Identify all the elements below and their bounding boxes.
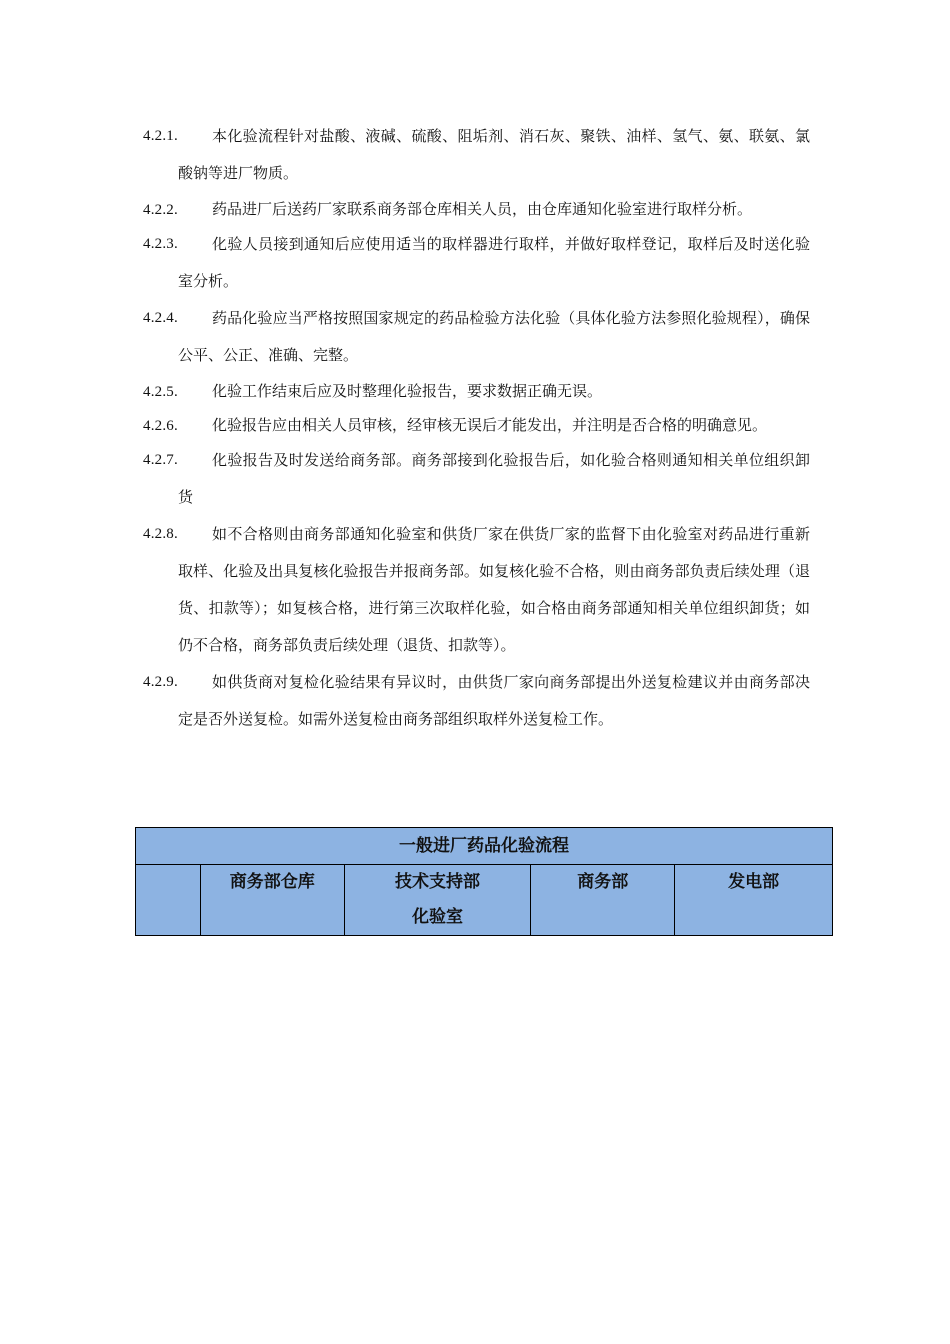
- clause-text: 药品进厂后送药厂家联系商务部仓库相关人员，由仓库通知化验室进行取样分析。: [212, 200, 753, 218]
- clause-4-2-3: [0, 226, 950, 300]
- clause-4-2-8: [0, 516, 950, 664]
- column-warehouse: [200, 865, 344, 936]
- column-tech-support-lab: [344, 865, 531, 936]
- clause-number: 4.2.5.: [143, 384, 178, 400]
- clause-4-2-5: [0, 374, 950, 408]
- flow-header-table: [135, 827, 833, 936]
- clause-4-2-2: [0, 192, 950, 226]
- column-warehouse-label: 商务部仓库: [229, 872, 315, 892]
- column-blank: [136, 865, 201, 936]
- clause-text: 本化验流程针对盐酸、液碱、硫酸、阻垢剂、消石灰、聚铁、油样、氢气、氨、联氨、氯酸钠等进厂物质。: [178, 127, 810, 182]
- clause-number: 4.2.2.: [143, 202, 178, 218]
- table-title: 一般进厂药品化验流程: [136, 828, 833, 865]
- clause-4-2-6: [0, 408, 950, 442]
- clause-number: 4.2.3.: [143, 236, 178, 252]
- clause-text: 化验工作结束后应及时整理化验报告，要求数据正确无误。: [212, 382, 603, 400]
- clause-text: 药品化验应当严格按照国家规定的药品检验方法化验（具体化验方法参照化验规程），确保公平、公正、准确、完整。: [178, 309, 810, 364]
- clause-4-2-4: [0, 300, 950, 374]
- clause-text: 如供货商对复检化验结果有异议时，由供货厂家向商务部提出外送复检建议并由商务部决定是否外送复检。如需外送复检由商务部组织取样外送复检工作。: [178, 673, 810, 728]
- clause-text: 化验人员接到通知后应使用适当的取样器进行取样，并做好取样登记，取样后及时送化验室分析。: [178, 235, 810, 290]
- clause-number: 4.2.6.: [143, 418, 178, 434]
- clause-number: 4.2.8.: [143, 526, 178, 542]
- clause-number: 4.2.7.: [143, 452, 178, 468]
- clause-number: 4.2.4.: [143, 310, 178, 326]
- table-title-row: [136, 828, 833, 865]
- column-power-label: 发电部: [728, 872, 780, 892]
- clause-number: 4.2.1.: [143, 128, 178, 144]
- clause-4-2-9: [0, 664, 950, 738]
- clause-text: 化验报告及时发送给商务部。商务部接到化验报告后，如化验合格则通知相关单位组织卸货: [178, 451, 810, 506]
- column-commerce-label: 商务部: [577, 872, 629, 892]
- clause-text: 化验报告应由相关人员审核，经审核无误后才能发出，并注明是否合格的明确意见。: [212, 416, 768, 434]
- clause-4-2-7: [0, 442, 950, 516]
- clause-4-2-1: [0, 118, 950, 192]
- column-lab-label: 化验室: [412, 907, 464, 927]
- column-tech-support-label: 技术支持部: [395, 872, 481, 892]
- clause-number: 4.2.9.: [143, 674, 178, 690]
- procedure-clauses: [0, 118, 950, 738]
- column-commerce: [531, 865, 675, 936]
- table-column-row: [136, 865, 833, 936]
- column-power-generation: [675, 865, 833, 936]
- clause-text: 如不合格则由商务部通知化验室和供货厂家在供货厂家的监督下由化验室对药品进行重新取样、化验及出具复核化验报告并报商务部。如复核化验不合格，则由商务部负责后续处理（退货、扣款等）；如复核合格，进行第三次取样化验，如合格由商务部通知相关单位组织卸货；如仍不合格，商务部负责后续处理（退货、扣款等）。: [178, 525, 810, 654]
